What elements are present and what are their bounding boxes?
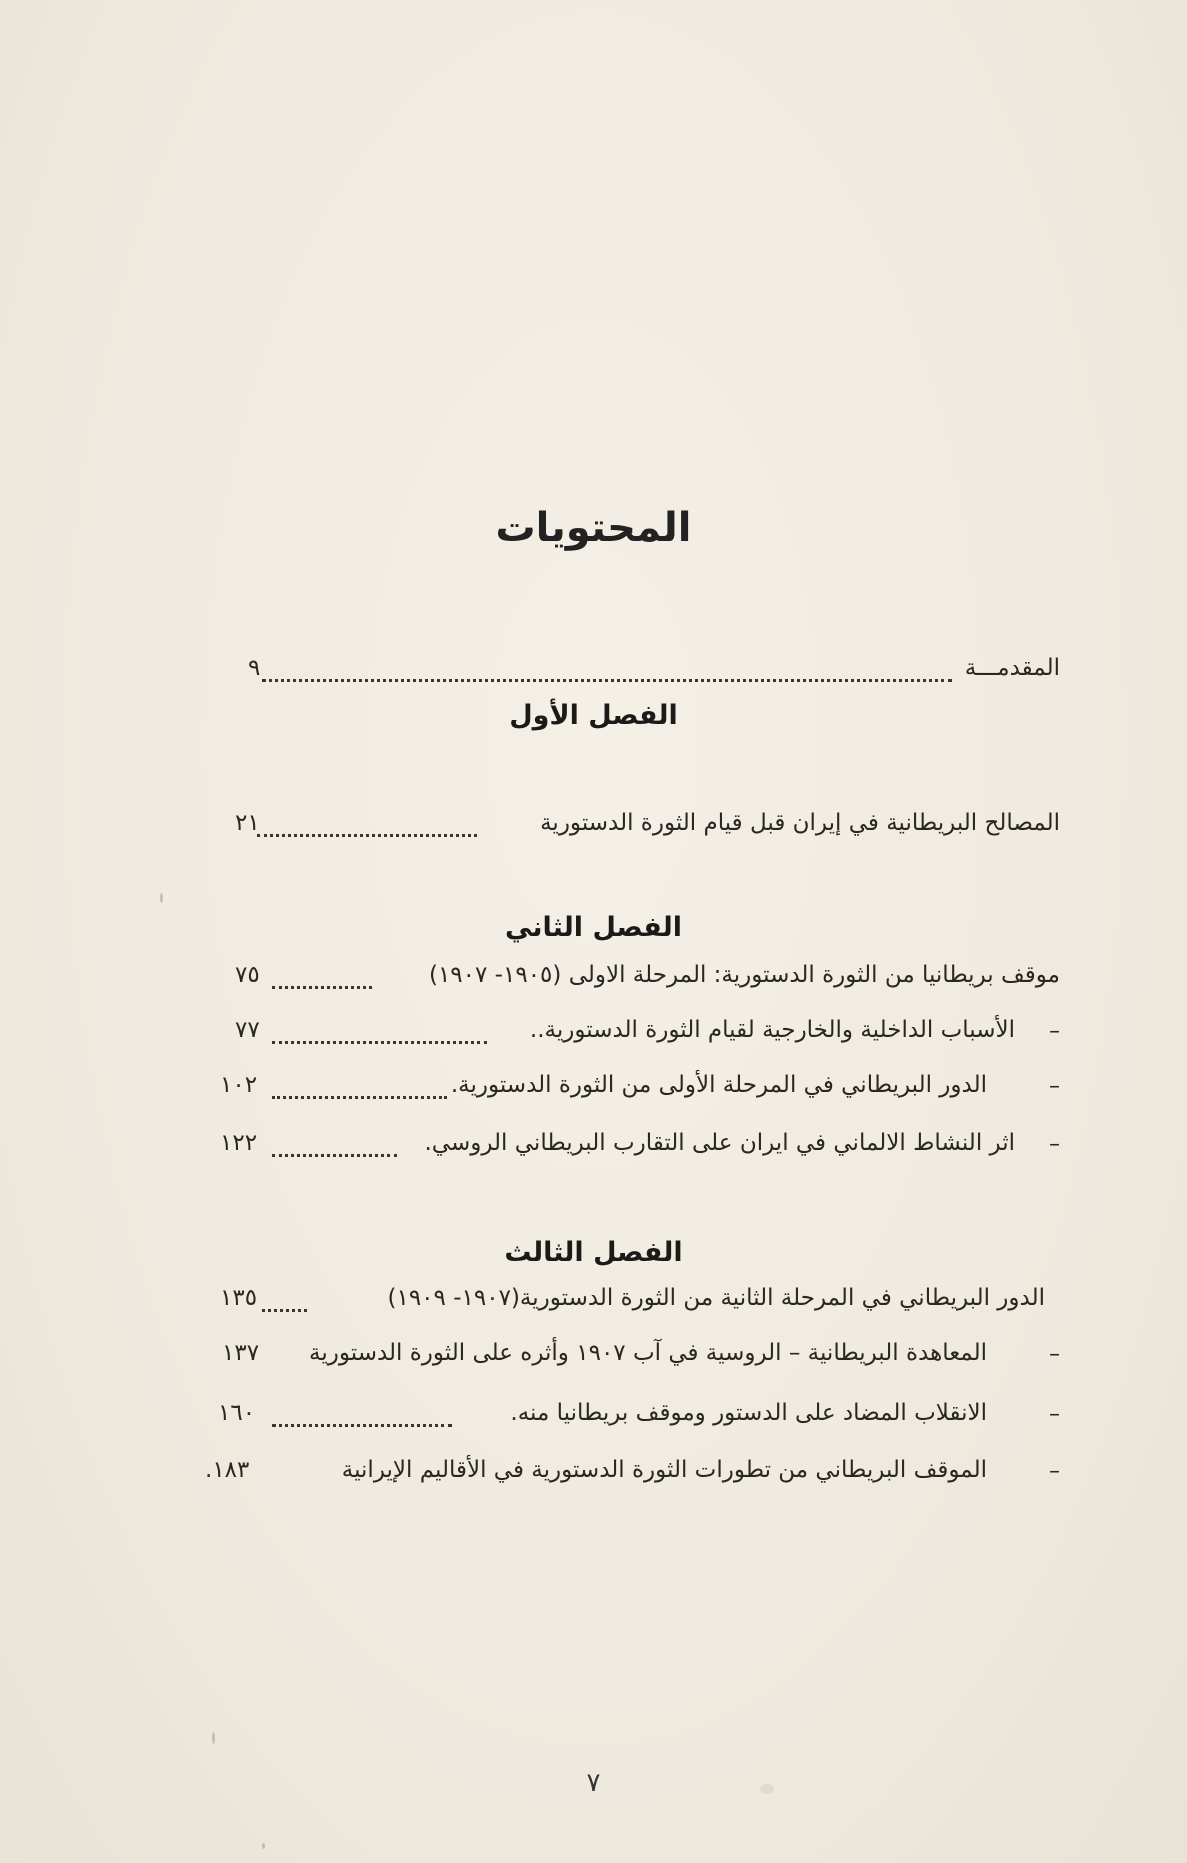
- toc-page-number: ١٦٠: [218, 1400, 256, 1426]
- dot-leader: [272, 956, 372, 989]
- toc-entry: [0, 1285, 1187, 1325]
- toc-entry: [0, 1340, 1187, 1380]
- chapter-heading-2: الفصل الثاني: [505, 912, 682, 943]
- toc-entry-label: المعاهدة البريطانية – الروسية في آب ١٩٠٧ وأثره على الثورة الدستورية: [309, 1340, 987, 1366]
- toc-entry: [0, 1130, 1187, 1170]
- toc-entry-label: المقدمـــة: [964, 655, 1060, 681]
- toc-entry-label: موقف بريطانيا من الثورة الدستورية: المرحلة الاولى (١٩٠٥- ١٩٠٧): [428, 962, 1060, 988]
- entry-dash: –: [1049, 1402, 1060, 1427]
- toc-entry: [0, 1400, 1187, 1440]
- toc-entry-intro: [0, 655, 1187, 695]
- toc-page-number: ٧٥: [235, 962, 260, 988]
- toc-entry-label: الدور البريطاني في المرحلة الأولى من الثورة الدستورية.: [450, 1072, 987, 1098]
- entry-dash: –: [1049, 1342, 1060, 1367]
- paper-speck: [760, 1784, 774, 1794]
- toc-page-number: ٢١: [235, 810, 260, 836]
- paper-speck: [262, 1843, 265, 1849]
- toc-entry-label: اثر النشاط الالماني في ايران على التقارب البريطاني الروسي.: [424, 1130, 1015, 1156]
- toc-entry: [0, 1457, 1187, 1497]
- chapter-heading-1: الفصل الأول: [509, 700, 678, 731]
- entry-dash: –: [1049, 1132, 1060, 1157]
- toc-entry: [0, 1017, 1187, 1057]
- dot-leader: [272, 1124, 397, 1157]
- page-title: المحتويات: [495, 505, 692, 551]
- toc-entry-label: الأسباب الداخلية والخارجية لقيام الثورة الدستورية..: [529, 1017, 1015, 1043]
- toc-entry-label: المصالح البريطانية في إيران قبل قيام الثورة الدستورية: [540, 810, 1060, 836]
- entry-dash: –: [1049, 1074, 1060, 1099]
- dot-leader: [272, 1066, 447, 1099]
- toc-entry: [0, 1072, 1187, 1112]
- toc-entry: [0, 810, 1187, 850]
- entry-dash: –: [1049, 1019, 1060, 1044]
- paper-speck: [160, 893, 163, 903]
- toc-entry-label: الدور البريطاني في المرحلة الثانية من الثورة الدستورية(١٩٠٧- ١٩٠٩): [387, 1285, 1045, 1311]
- toc-page-number: ٩: [248, 655, 261, 681]
- toc-entry-label: الانقلاب المضاد على الدستور وموقف بريطانيا منه.: [510, 1400, 987, 1426]
- dot-leader: [262, 649, 952, 682]
- paper-speck: [212, 1732, 215, 1744]
- toc-entry-label: الموقف البريطاني من تطورات الثورة الدستورية في الأقاليم الإيرانية: [341, 1457, 987, 1483]
- chapter-heading-3: الفصل الثالث: [504, 1237, 683, 1268]
- toc-page-number: ١٣٧: [222, 1340, 260, 1366]
- toc-page-number: ٧٧: [235, 1017, 260, 1043]
- dot-leader: [272, 1394, 452, 1427]
- toc-page-number: ١٨٣.: [205, 1457, 250, 1483]
- toc-page-number: ١٣٥: [220, 1285, 258, 1311]
- toc-page-number: ١٢٢: [220, 1130, 258, 1156]
- dot-leader: [272, 1011, 487, 1044]
- dot-leader: [262, 1279, 307, 1312]
- entry-dash: –: [1049, 1459, 1060, 1484]
- toc-entry: [0, 962, 1187, 1002]
- page-number-folio: ٧: [586, 1768, 601, 1798]
- toc-page-number: ١٠٢: [220, 1072, 258, 1098]
- dot-leader: [257, 804, 477, 837]
